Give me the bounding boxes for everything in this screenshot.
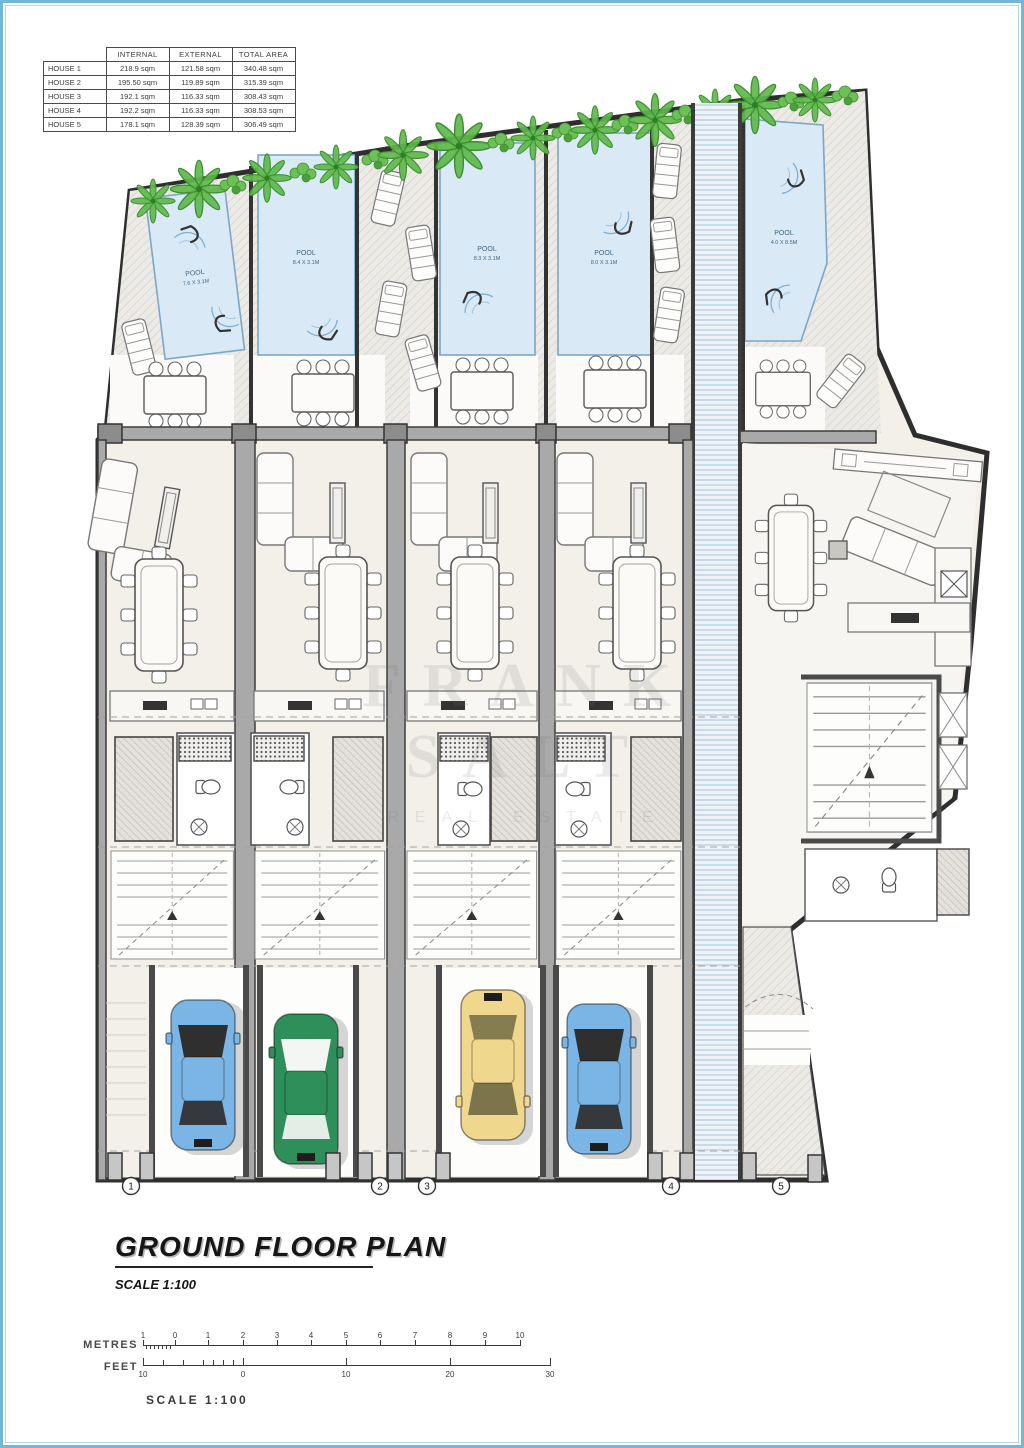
m-tick: 6 bbox=[377, 1331, 383, 1340]
house5-interior bbox=[743, 443, 982, 1175]
m-tick: 3 bbox=[274, 1331, 280, 1340]
ft-tick: 20 bbox=[445, 1370, 455, 1379]
scale-bar bbox=[58, 1331, 618, 1427]
svg-text:2: 2 bbox=[377, 1181, 383, 1193]
house-marker-5 bbox=[773, 1178, 790, 1195]
m-tick: 0 bbox=[172, 1331, 178, 1340]
pool5-label: POOL bbox=[774, 230, 794, 237]
house3-external: 116.33 sqm bbox=[169, 90, 232, 104]
pool-house3 bbox=[440, 143, 535, 355]
svg-text:1: 1 bbox=[128, 1181, 134, 1193]
svg-text:4: 4 bbox=[668, 1181, 674, 1193]
feet-label: FEET bbox=[103, 1361, 138, 1373]
pool2-label: POOL bbox=[296, 250, 316, 257]
pool-house4 bbox=[558, 133, 651, 355]
house5-external: 128.39 sqm bbox=[169, 118, 232, 132]
svg-text:3: 3 bbox=[424, 1181, 430, 1193]
col-external: EXTERNAL bbox=[169, 48, 232, 62]
pool1-dims: 7.6 X 3.1M bbox=[182, 278, 210, 288]
house3-name: HOUSE 3 bbox=[44, 90, 107, 104]
pool2-dims: 8.4 X 3.1M bbox=[292, 260, 320, 266]
m-tick: 4 bbox=[308, 1331, 314, 1340]
side-passage bbox=[691, 103, 742, 1180]
m-tick: 5 bbox=[343, 1331, 349, 1340]
drawing-title: GROUND FLOOR PLAN bbox=[115, 1231, 447, 1262]
pool3-dims: 8.3 X 3.1M bbox=[473, 256, 501, 262]
car-house1-blue bbox=[166, 1000, 240, 1150]
m-tick: 9 bbox=[482, 1331, 488, 1340]
pool4-dims: 8.0 X 3.1M bbox=[590, 260, 618, 266]
car-house2-green bbox=[269, 1014, 343, 1164]
col-total: TOTAL AREA bbox=[232, 48, 295, 62]
pool3-label: POOL bbox=[477, 246, 497, 253]
m-tick: 2 bbox=[240, 1331, 246, 1340]
pool5-dims: 4.0 X 8.5M bbox=[770, 240, 798, 246]
title-underline bbox=[115, 1266, 373, 1268]
house1-name: HOUSE 1 bbox=[44, 62, 107, 76]
svg-text:5: 5 bbox=[778, 1181, 784, 1193]
house-marker-2 bbox=[372, 1178, 389, 1195]
house1-internal: 218.9 sqm bbox=[106, 62, 169, 76]
house3-internal: 192.1 sqm bbox=[106, 90, 169, 104]
house2-internal: 195.50 sqm bbox=[106, 76, 169, 90]
ft-tick: 0 bbox=[240, 1370, 246, 1379]
pool4-label: POOL bbox=[594, 250, 614, 257]
m-tick: 1 bbox=[205, 1331, 211, 1340]
house5-total: 306.49 sqm bbox=[232, 118, 295, 132]
house1-total: 340.48 sqm bbox=[232, 62, 295, 76]
house-marker-1 bbox=[123, 1178, 140, 1195]
title-block bbox=[115, 1231, 446, 1292]
house2-external: 119.89 sqm bbox=[169, 76, 232, 90]
pool1-label: POOL bbox=[184, 268, 206, 279]
house5-internal: 178.1 sqm bbox=[106, 118, 169, 132]
house4-external: 116.33 sqm bbox=[169, 104, 232, 118]
ft-tick: 10 bbox=[138, 1370, 148, 1379]
house4-internal: 192.2 sqm bbox=[106, 104, 169, 118]
metres-line bbox=[143, 1345, 520, 1346]
car-house4-blue bbox=[562, 1004, 636, 1154]
house2-name: HOUSE 2 bbox=[44, 76, 107, 90]
drawing-scale: SCALE 1:100 bbox=[115, 1277, 196, 1292]
m-tick: 10 bbox=[515, 1331, 525, 1340]
m-tick: 7 bbox=[412, 1331, 418, 1340]
car-house3-yellow bbox=[456, 990, 530, 1140]
col-internal: INTERNAL bbox=[106, 48, 169, 62]
house4-total: 308.53 sqm bbox=[232, 104, 295, 118]
m-tick: 8 bbox=[447, 1331, 453, 1340]
house2-total: 315.39 sqm bbox=[232, 76, 295, 90]
metres-label: METRES bbox=[83, 1339, 138, 1351]
scale-caption: SCALE 1:100 bbox=[146, 1393, 249, 1407]
house-marker-4 bbox=[663, 1178, 680, 1195]
ft-tick: 30 bbox=[545, 1370, 555, 1379]
ft-tick: 10 bbox=[341, 1370, 351, 1379]
house3-total: 308.43 sqm bbox=[232, 90, 295, 104]
house5-name: HOUSE 5 bbox=[44, 118, 107, 132]
house-marker-3 bbox=[419, 1178, 436, 1195]
house4-name: HOUSE 4 bbox=[44, 104, 107, 118]
house1-external: 121.58 sqm bbox=[169, 62, 232, 76]
m-tick: 1 bbox=[140, 1331, 146, 1340]
